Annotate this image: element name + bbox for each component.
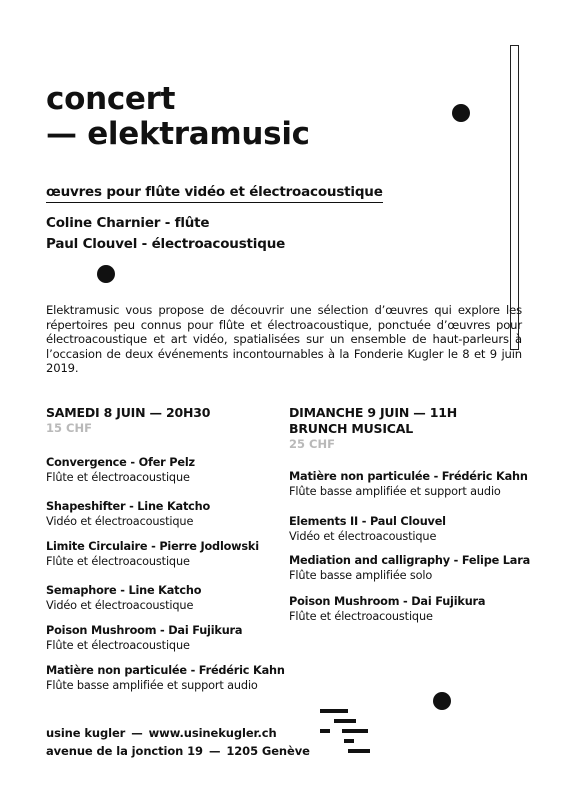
day2-column <box>289 405 457 452</box>
dot-decoration-top <box>452 104 470 122</box>
piece-title: Poison Mushroom - Dai Fujikura <box>46 624 243 637</box>
piece-scoring: Flûte et électroacoustique <box>46 638 190 652</box>
street-address: avenue de la jonction 19 <box>46 744 203 758</box>
performer-2: Paul Clouvel - électroacoustique <box>46 236 286 252</box>
title-line-2: — elektramusic <box>46 116 310 152</box>
day2-piece <box>289 515 446 544</box>
title-line-1: concert <box>46 81 176 117</box>
piece-title: Matière non particulée - Frédéric Kahn <box>46 664 285 677</box>
footer-separator: — <box>131 726 143 740</box>
day2-piece <box>289 595 485 624</box>
piece-scoring: Flûte basse amplifiée et support audio <box>46 678 258 692</box>
piece-scoring: Flûte et électroacoustique <box>289 609 433 623</box>
day1-piece <box>46 584 201 613</box>
venue-name: usine kugler <box>46 726 126 740</box>
city: 1205 Genève <box>226 744 310 758</box>
day2-piece <box>289 554 530 583</box>
piece-title: Mediation and calligraphy - Felipe Lara <box>289 554 531 567</box>
piece-title: Semaphore - Line Katcho <box>46 584 202 597</box>
piece-title: Shapeshifter - Line Katcho <box>46 500 211 513</box>
piece-scoring: Vidéo et électroacoustique <box>46 598 194 612</box>
footer-separator: — <box>208 744 221 758</box>
piece-scoring: Vidéo et électroacoustique <box>289 529 437 543</box>
day1-piece <box>46 500 210 529</box>
piece-scoring: Flûte et électroacoustique <box>46 554 190 568</box>
usine-kugler-logo <box>320 709 372 753</box>
day2-heading-line-1: DIMANCHE 9 JUIN — 11H <box>289 405 457 420</box>
dot-decoration-bottom <box>433 692 451 710</box>
piece-title: Poison Mushroom - Dai Fujikura <box>289 595 486 608</box>
day1-column <box>46 405 210 436</box>
day1-piece <box>46 664 285 693</box>
day2-price: 25 CHF <box>289 437 335 451</box>
day1-piece <box>46 456 195 485</box>
piece-title: Limite Circulaire - Pierre Jodlowski <box>46 540 259 553</box>
piece-scoring: Flûte basse amplifiée et support audio <box>289 484 501 498</box>
piece-title: Elements II - Paul Clouvel <box>289 515 446 528</box>
dot-decoration-middle <box>97 265 115 283</box>
day2-heading-line-2: BRUNCH MUSICAL <box>289 421 414 436</box>
piece-title: Matière non particulée - Frédéric Kahn <box>289 470 528 483</box>
piece-title: Convergence - Ofer Pelz <box>46 456 195 469</box>
subtitle: œuvres pour flûte vidéo et électroacoustique <box>46 184 383 203</box>
piece-scoring: Flûte et électroacoustique <box>46 470 190 484</box>
piece-scoring: Vidéo et électroacoustique <box>46 514 194 528</box>
day1-heading: SAMEDI 8 JUIN — 20H30 <box>46 405 211 420</box>
day1-price: 15 CHF <box>46 421 92 435</box>
footer-line-2 <box>46 744 310 758</box>
performer-1: Coline Charnier - flûte <box>46 215 210 231</box>
intro-paragraph: Elektramusic vous propose de découvrir une sélection d’œuvres qui explore les répertoires peu connus pour flûte et électroacoustique, ponctuée d’œuvres pour électroacoustique et art vidéo, spatialisées sur un ensemble de haut-parleurs à l’occasion de deux événements incontournables à la Fonderie Kugler le 8 et 9 juin 2019. <box>46 303 522 376</box>
day1-piece <box>46 624 242 653</box>
day2-piece <box>289 470 528 499</box>
day1-piece <box>46 540 259 569</box>
website-link[interactable]: www.usinekugler.ch <box>148 726 277 740</box>
piece-scoring: Flûte basse amplifiée solo <box>289 568 433 582</box>
footer-line-1 <box>46 726 277 740</box>
